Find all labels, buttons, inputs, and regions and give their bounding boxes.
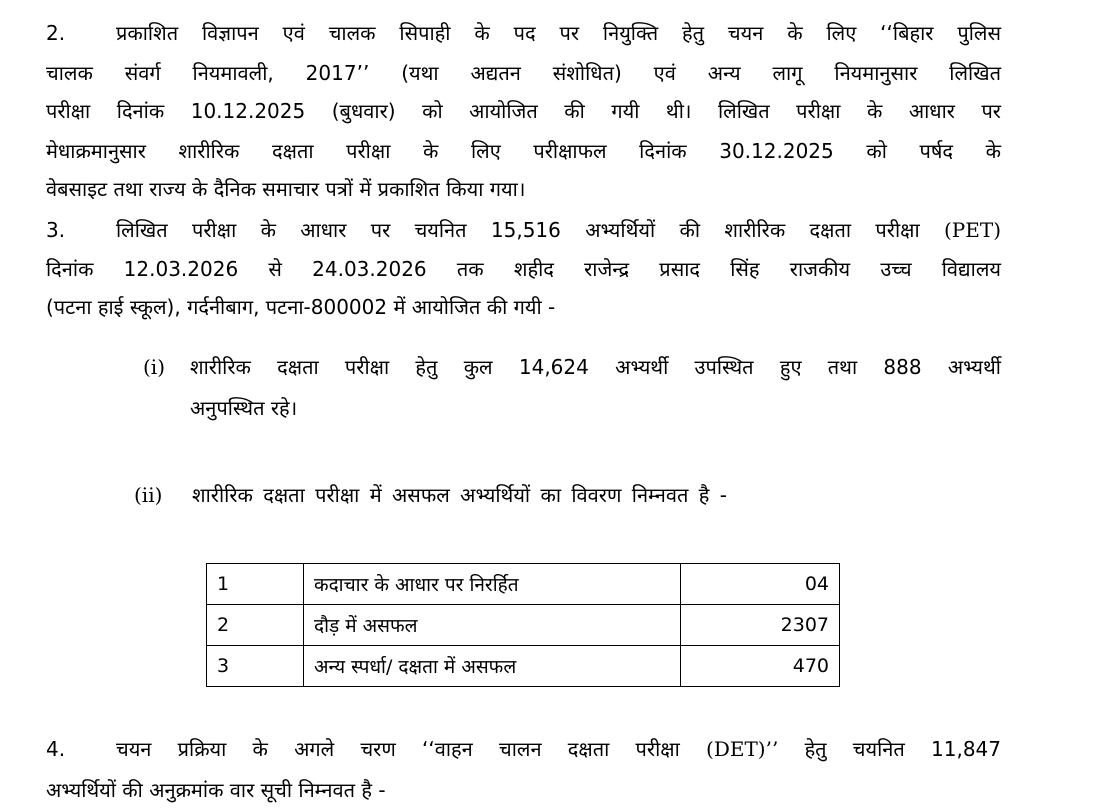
table-row: [207, 605, 840, 646]
row-serial: 1: [207, 564, 304, 605]
para4-line-1: 4. चयन प्रक्रिया के अगले चरण ‘‘वाहन चालन दक्षता परीक्षा (DET)’’ हेतु चयनित 11,847: [46, 737, 1001, 761]
para3-line-2: दिनांक 12.03.2026 से 24.03.2026 तक शहीद राजेन्द्र प्रसाद सिंह राजकीय उच्च विद्यालय: [46, 257, 1001, 281]
para2-number: 2.: [46, 21, 66, 45]
table-row: [207, 646, 840, 687]
table-row: [207, 564, 840, 605]
row-reason: दौड़ में असफल: [304, 605, 681, 646]
pet-abbr: (PET): [944, 218, 1002, 242]
row-serial: 2: [207, 605, 304, 646]
failed-candidates-table: [206, 563, 840, 687]
para2-line-1: 2. प्रकाशित विज्ञापन एवं चालक सिपाही के पद पर नियुक्ति हेतु चयन के लिए ‘‘बिहार पुलिस: [46, 21, 1001, 45]
para3-line-1: 3. लिखित परीक्षा के आधार पर चयनित 15,516 अभ्यर्थियों की शारीरिक दक्षता परीक्षा (PET): [46, 218, 1002, 242]
row-reason: कदाचार के आधार पर निरर्हित: [304, 564, 681, 605]
para2-line-3: परीक्षा दिनांक 10.12.2025 (बुधवार) को आयोजित की गयी थी। लिखित परीक्षा के आधार पर: [46, 99, 1001, 123]
item-ii-marker: (ii): [134, 483, 163, 507]
para2-line-4: मेधाक्रमानुसार शारीरिक दक्षता परीक्षा के लिए परीक्षाफल दिनांक 30.12.2025 को पर्षद के: [46, 139, 1001, 163]
para3-line-3: (पटना हाई स्कूल), गर्दनीबाग, पटना-800002 में आयोजित की गयी -: [46, 295, 556, 319]
para4-number: 4.: [46, 737, 66, 761]
row-serial: 3: [207, 646, 304, 687]
item-i-line-1: शारीरिक दक्षता परीक्षा हेतु कुल 14,624 अभ्यर्थी उपस्थित हुए तथा 888 अभ्यर्थी: [190, 355, 1001, 379]
row-reason: अन्य स्पर्धा/ दक्षता में असफल: [304, 646, 681, 687]
para2-line-2: चालक संवर्ग नियमावली, 2017’’ (यथा अद्यतन संशोधित) एवं अन्य लागू नियमानुसार लिखित: [46, 61, 1001, 85]
row-count: 04: [681, 564, 840, 605]
item-i-line-2: अनुपस्थित रहे।: [190, 396, 298, 420]
para3-number: 3.: [46, 218, 66, 242]
det-abbr: (DET)’’: [706, 737, 779, 761]
row-count: 2307: [681, 605, 840, 646]
item-ii-text: शारीरिक दक्षता परीक्षा में असफल अभ्यर्थियों का विवरण निम्नवत है -: [192, 483, 727, 507]
item-i-marker: (i): [143, 355, 166, 379]
row-count: 470: [681, 646, 840, 687]
para4-line-2: अभ्यर्थियों की अनुक्रमांक वार सूची निम्नवत है -: [46, 778, 386, 802]
para2-line-5: वेबसाइट तथा राज्य के दैनिक समाचार पत्रों में प्रकाशित किया गया।: [46, 177, 526, 201]
